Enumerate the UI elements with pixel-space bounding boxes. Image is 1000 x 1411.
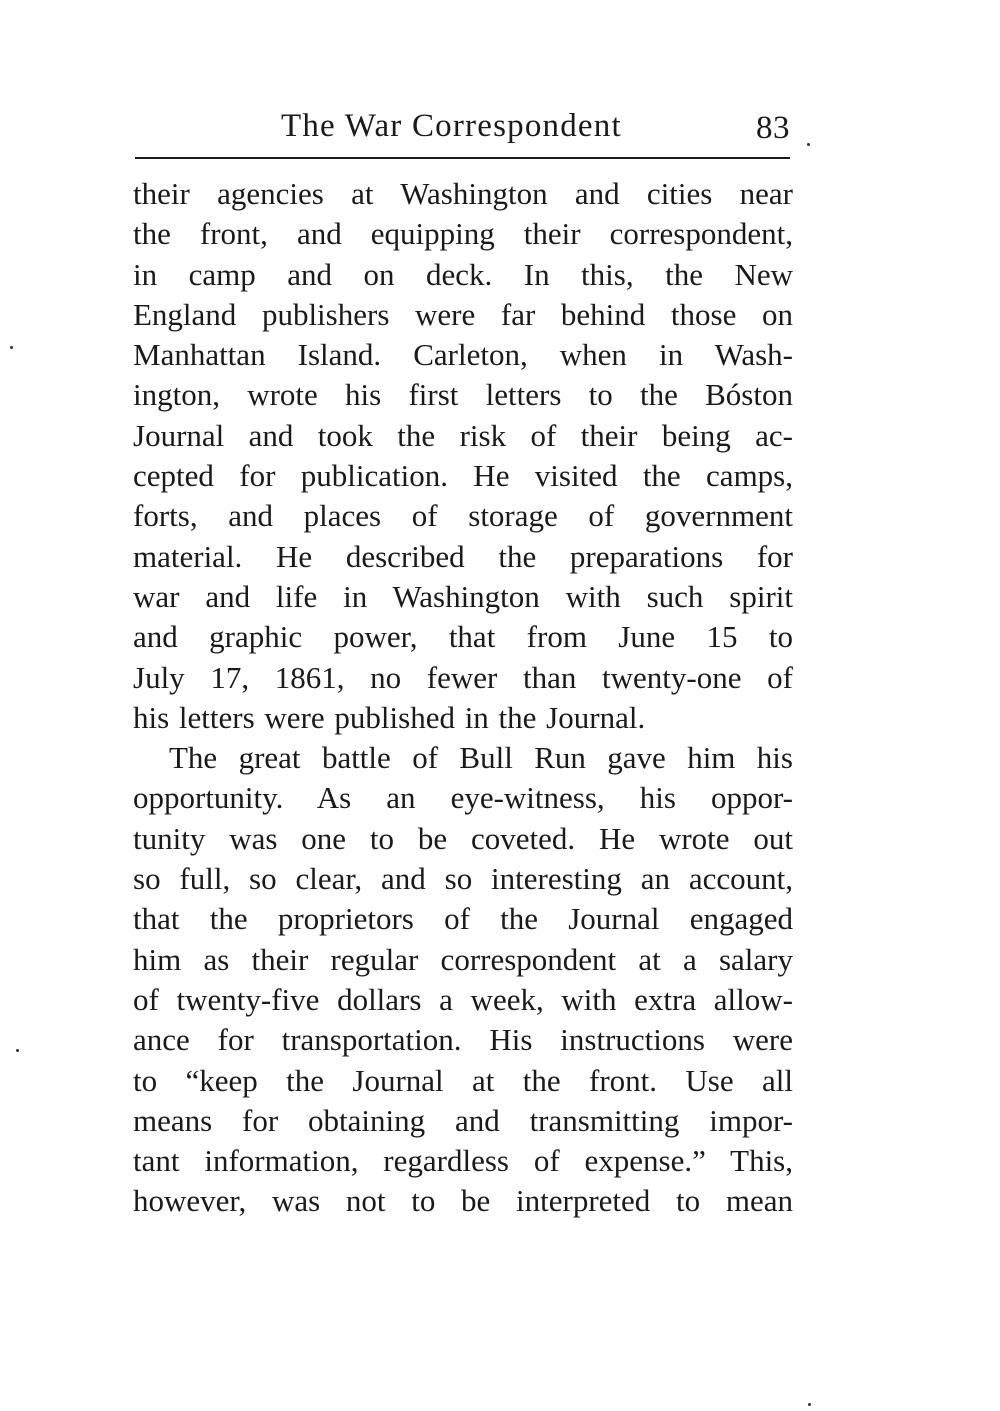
- text-line: Manhattan Island. Carleton, when in Wash-: [133, 337, 793, 373]
- page-header: [135, 104, 790, 154]
- text-line: the front, and equipping their correspondent,: [133, 216, 793, 252]
- text-line: war and life in Washington with such spirit: [133, 578, 793, 614]
- text-line: England publishers were far behind those on: [133, 296, 793, 332]
- text-line: opportunity. As an eye-witness, his oppor-: [133, 780, 793, 816]
- text-line: his letters were published in the Journal.: [133, 699, 646, 735]
- text-line: so full, so clear, and so interesting an account,: [133, 861, 793, 897]
- text-line: cepted for publication. He visited the camps,: [133, 458, 793, 494]
- text-line: their agencies at Washington and cities near: [133, 176, 793, 211]
- text-line: and graphic power, that from June 15 to: [133, 619, 793, 655]
- text-line: ington, wrote his first letters to the Bóston: [133, 377, 793, 413]
- text-line: in camp and on deck. In this, the New: [133, 256, 793, 292]
- speck: [10, 346, 13, 349]
- text-line: means for obtaining and transmitting impor-: [133, 1102, 793, 1138]
- speck: [807, 143, 810, 146]
- text-line: material. He described the preparations for: [133, 538, 793, 574]
- speck: [808, 1403, 811, 1406]
- body-text: [133, 174, 793, 1222]
- text-line: The great battle of Bull Run gave him his: [169, 740, 793, 776]
- text-line: July 17, 1861, no fewer than twenty-one of: [133, 659, 793, 695]
- text-line: tant information, regardless of expense.” This,: [133, 1143, 793, 1179]
- text-line: that the proprietors of the Journal engaged: [133, 901, 793, 937]
- running-title: The War Correspondent: [281, 108, 622, 144]
- page-number: 83: [756, 110, 790, 146]
- speck: [16, 1049, 19, 1052]
- text-line: tunity was one to be coveted. He wrote out: [133, 820, 793, 856]
- text-line: Journal and took the risk of their being ac-: [133, 417, 793, 453]
- text-line: him as their regular correspondent at a salary: [133, 941, 793, 977]
- text-line: to “keep the Journal at the front. Use all: [133, 1062, 793, 1098]
- text-line: ance for transportation. His instructions were: [133, 1022, 793, 1058]
- text-line: of twenty-five dollars a week, with extra allow-: [133, 981, 793, 1017]
- text-line: however, was not to be interpreted to mean: [133, 1183, 793, 1219]
- text-line: forts, and places of storage of government: [133, 498, 793, 534]
- header-rule: [135, 157, 790, 159]
